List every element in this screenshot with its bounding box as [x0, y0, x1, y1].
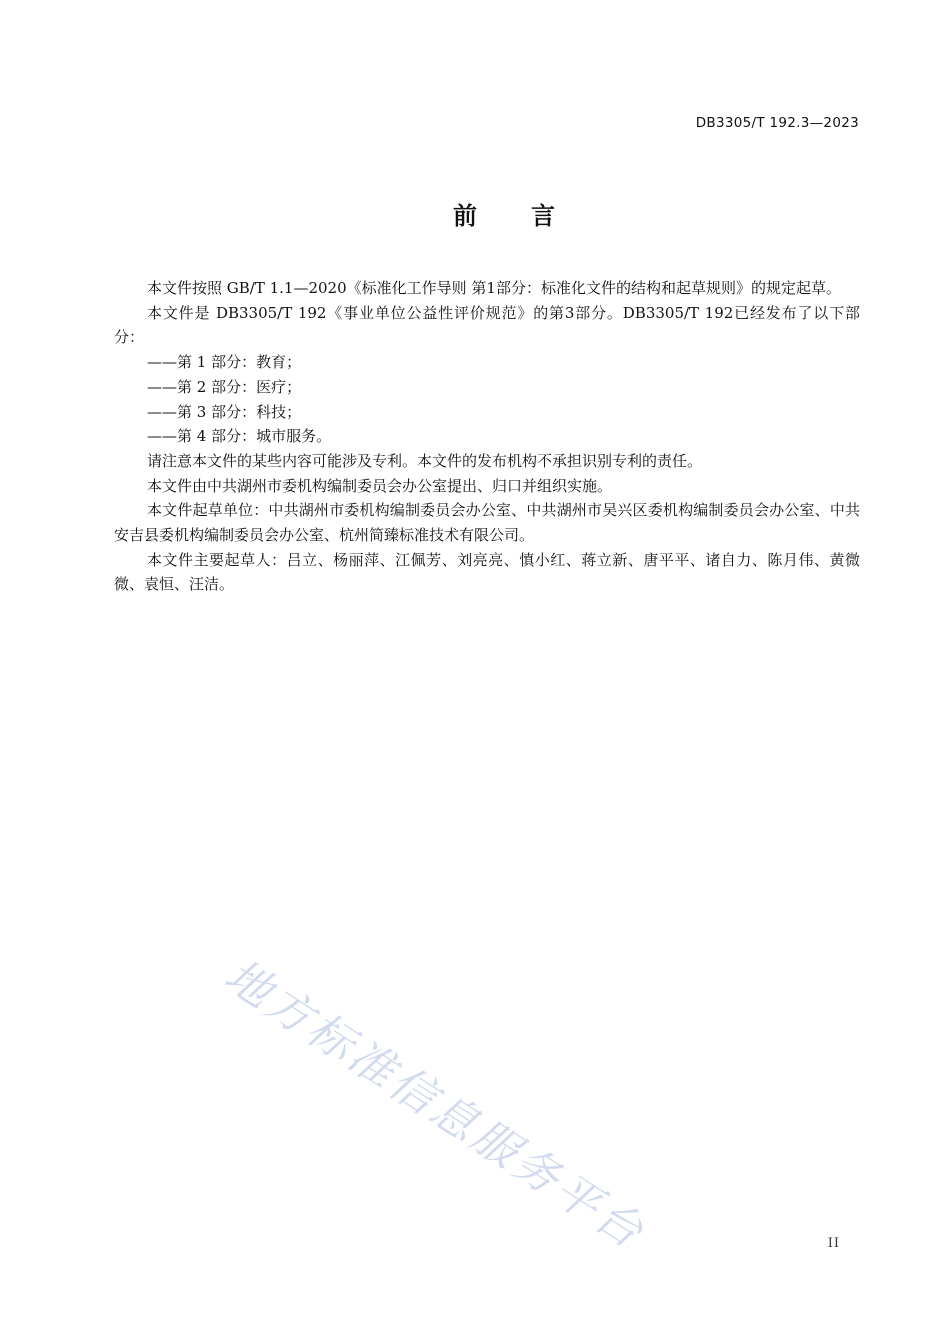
title-char-right: 言 [531, 202, 555, 230]
list-item-part-4: ——第 4 部分：城市服务。 [147, 427, 332, 446]
document-code: DB3305/T 192.3—2023 [695, 115, 859, 131]
page-title [0, 196, 950, 231]
paragraph-drafters: 本文件主要起草人：吕立、杨丽萍、江佩芳、刘亮亮、慎小红、蒋立新、唐平平、诸自力、陈月伟、黄微微、袁恒、汪洁。 [114, 550, 860, 594]
foreword-body [114, 276, 860, 597]
page-number: II [827, 1236, 840, 1251]
watermark: 地方标准信息服务平台 [215, 948, 656, 1260]
paragraph-standard-basis: 本文件按照 GB/T 1.1—2020《标准化工作导则 第1部分：标准化文件的结构和起草规则》的规定起草。 [147, 279, 841, 297]
list-item-part-2: ——第 2 部分：医疗； [147, 377, 302, 396]
title-char-left: 前 [453, 202, 477, 230]
paragraph-proposer: 本文件由中共湖州市委机构编制委员会办公室提出、归口并组织实施。 [147, 476, 613, 495]
paragraph-patent-notice: 请注意本文件的某些内容可能涉及专利。本文件的发布机构不承担识别专利的责任。 [147, 451, 703, 470]
paragraph-series-info: 本文件是 DB3305/T 192《事业单位公益性评价规范》的第3部分。DB3305/T 192已经发布了以下部分： [114, 303, 860, 347]
paragraph-drafting-units: 本文件起草单位：中共湖州市委机构编制委员会办公室、中共湖州市吴兴区委机构编制委员会办公室、中共安吉县委机构编制委员会办公室、杭州简臻标准技术有限公司。 [114, 501, 860, 545]
list-item-part-3: ——第 3 部分：科技； [147, 402, 302, 421]
list-item-part-1: ——第 1 部分：教育； [147, 353, 302, 372]
